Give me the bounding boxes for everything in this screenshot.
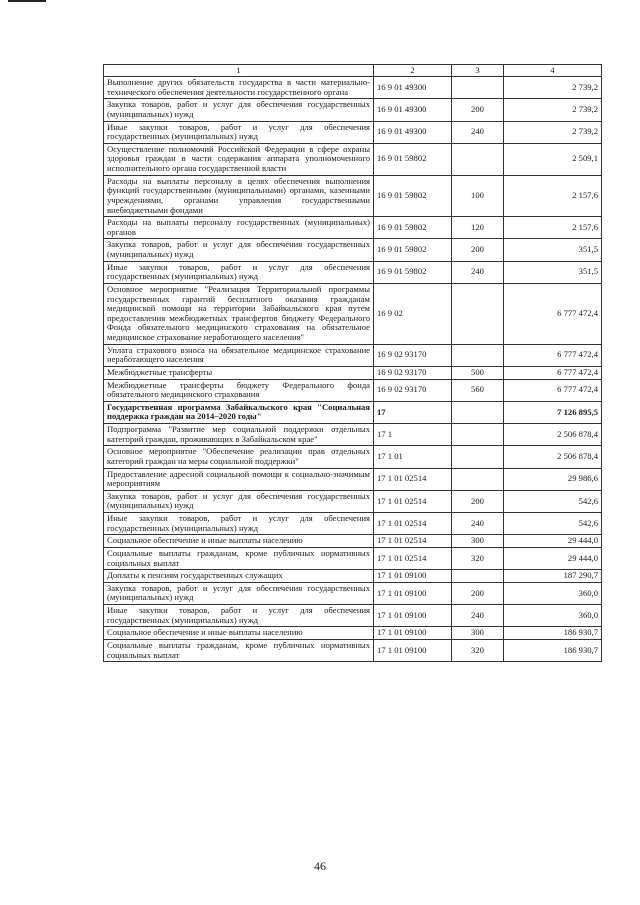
row-name: Основное мероприятие "Обеспечение реализации прав отдельных категорий граждан на меры социальной поддержки" xyxy=(104,446,374,468)
table-header-row xyxy=(104,65,602,77)
row-code: 16 9 01 49300 xyxy=(374,121,452,143)
row-expense-type: 300 xyxy=(452,627,504,640)
row-name: Социальные выплаты гражданам, кроме публичных нормативных социальных выплат xyxy=(104,639,374,661)
row-name: Предоставление адресной социальной помощи к социально-значимым мероприятиям xyxy=(104,468,374,490)
row-expense-type: 200 xyxy=(452,582,504,604)
table-row xyxy=(104,175,602,217)
table-row xyxy=(104,77,602,99)
table-row xyxy=(104,535,602,548)
row-expense-type xyxy=(452,77,504,99)
header-col-1: 1 xyxy=(104,65,374,77)
row-name: Социальные выплаты гражданам, кроме публичных нормативных социальных выплат xyxy=(104,547,374,569)
row-amount: 542,6 xyxy=(504,490,602,512)
row-name: Государственная программа Забайкальского края "Социальная поддержка граждан на 2014–2020 годы" xyxy=(104,401,374,423)
row-expense-type: 240 xyxy=(452,513,504,535)
row-code: 16 9 01 59802 xyxy=(374,239,452,261)
table-row xyxy=(104,605,602,627)
row-code: 17 1 01 02514 xyxy=(374,535,452,548)
row-expense-type: 100 xyxy=(452,175,504,217)
table-row xyxy=(104,379,602,401)
row-code: 16 9 01 49300 xyxy=(374,99,452,121)
row-code: 16 9 02 xyxy=(374,283,452,344)
top-rule xyxy=(8,0,46,2)
row-name: Основное мероприятие "Реализация Территориальной программы государственных гарантий бесплатного оказания гражданам медицинской помощи на территории Забайкальского края путем предоставления межбюджетных трансфертов бюджету Федерального Фонда обязательного медицинского страхования на обязательное медицинское страхование неработающего населения" xyxy=(104,283,374,344)
row-code: 17 1 01 09100 xyxy=(374,605,452,627)
row-name: Закупка товаров, работ и услуг для обеспечения государственных (муниципальных) нужд xyxy=(104,490,374,512)
row-expense-type xyxy=(452,401,504,423)
row-expense-type xyxy=(452,143,504,175)
table-row xyxy=(104,490,602,512)
row-code: 17 xyxy=(374,401,452,423)
row-expense-type xyxy=(452,344,504,366)
row-expense-type: 240 xyxy=(452,121,504,143)
row-code: 16 9 02 93170 xyxy=(374,366,452,379)
row-name: Выполнение других обязательств государства в части материально-технического обеспечения деятельности государственного органа xyxy=(104,77,374,99)
row-expense-type xyxy=(452,570,504,583)
row-code: 16 9 01 49300 xyxy=(374,77,452,99)
row-code: 17 1 01 02514 xyxy=(374,547,452,569)
row-amount: 6 777 472,4 xyxy=(504,344,602,366)
table-row xyxy=(104,627,602,640)
row-code: 17 1 01 09100 xyxy=(374,582,452,604)
row-name: Межбюджетные трансферты бюджету Федерального фонда обязательного медицинского страхования xyxy=(104,379,374,401)
row-name: Закупка товаров, работ и услуг для обеспечения государственных (муниципальных) нужд xyxy=(104,582,374,604)
header-col-3: 3 xyxy=(452,65,504,77)
row-amount: 2 157,6 xyxy=(504,175,602,217)
row-name: Уплата страхового взноса на обязательное медицинское страхование неработающего населения xyxy=(104,344,374,366)
row-amount: 6 777 472,4 xyxy=(504,379,602,401)
table-row xyxy=(104,217,602,239)
row-name: Иные закупки товаров, работ и услуг для обеспечения государственных (муниципальных) нужд xyxy=(104,605,374,627)
row-code: 17 1 xyxy=(374,424,452,446)
table-row xyxy=(104,582,602,604)
row-amount: 187 290,7 xyxy=(504,570,602,583)
table-row xyxy=(104,121,602,143)
row-amount: 186 930,7 xyxy=(504,639,602,661)
row-amount: 351,5 xyxy=(504,261,602,283)
row-name: Иные закупки товаров, работ и услуг для обеспечения государственных (муниципальных) нужд xyxy=(104,121,374,143)
table-row xyxy=(104,639,602,661)
row-expense-type: 300 xyxy=(452,535,504,548)
table-row xyxy=(104,283,602,344)
row-name: Социальное обеспечение и иные выплаты населению xyxy=(104,627,374,640)
row-expense-type: 320 xyxy=(452,639,504,661)
row-code: 17 1 01 02514 xyxy=(374,468,452,490)
header-col-2: 2 xyxy=(374,65,452,77)
budget-table xyxy=(103,64,602,662)
row-name: Иные закупки товаров, работ и услуг для обеспечения государственных (муниципальных) нужд xyxy=(104,513,374,535)
row-code: 16 9 01 59802 xyxy=(374,175,452,217)
row-code: 16 9 01 59802 xyxy=(374,261,452,283)
row-name: Закупка товаров, работ и услуг для обеспечения государственных (муниципальных) нужд xyxy=(104,99,374,121)
row-amount: 351,5 xyxy=(504,239,602,261)
row-code: 17 1 01 09100 xyxy=(374,639,452,661)
table-row xyxy=(104,547,602,569)
table-row xyxy=(104,143,602,175)
row-amount: 7 126 895,5 xyxy=(504,401,602,423)
row-amount: 6 777 472,4 xyxy=(504,283,602,344)
table-row xyxy=(104,513,602,535)
table-body xyxy=(104,77,602,662)
row-expense-type: 240 xyxy=(452,605,504,627)
row-name: Расходы на выплаты персоналу государственных (муниципальных) органов xyxy=(104,217,374,239)
row-code: 16 9 01 59802 xyxy=(374,143,452,175)
table-row xyxy=(104,239,602,261)
row-code: 17 1 01 02514 xyxy=(374,490,452,512)
row-expense-type: 200 xyxy=(452,490,504,512)
row-expense-type: 500 xyxy=(452,366,504,379)
row-expense-type xyxy=(452,446,504,468)
row-expense-type: 120 xyxy=(452,217,504,239)
table-row xyxy=(104,366,602,379)
table-row xyxy=(104,570,602,583)
row-expense-type: 320 xyxy=(452,547,504,569)
table-row xyxy=(104,344,602,366)
row-code: 16 9 01 59802 xyxy=(374,217,452,239)
row-code: 17 1 01 09100 xyxy=(374,627,452,640)
row-expense-type: 200 xyxy=(452,239,504,261)
row-amount: 29 444,0 xyxy=(504,535,602,548)
row-amount: 2 157,6 xyxy=(504,217,602,239)
table-row xyxy=(104,401,602,423)
row-name: Иные закупки товаров, работ и услуг для обеспечения государственных (муниципальных) нужд xyxy=(104,261,374,283)
row-amount: 2 509,1 xyxy=(504,143,602,175)
row-expense-type xyxy=(452,283,504,344)
row-amount: 29 986,6 xyxy=(504,468,602,490)
row-amount: 29 444,0 xyxy=(504,547,602,569)
row-name: Закупка товаров, работ и услуг для обеспечения государственных (муниципальных) нужд xyxy=(104,239,374,261)
row-code: 17 1 01 09100 xyxy=(374,570,452,583)
row-name: Расходы на выплаты персоналу в целях обеспечения выполнения функций государственными (муниципальными) органами, казенными учреждениями, органами управления государственными внебюджетными фондами xyxy=(104,175,374,217)
row-name: Подпрограмма "Развитие мер социальной поддержки отдельных категорий граждан, проживающих в Забайкальском крае" xyxy=(104,424,374,446)
row-amount: 6 777 472,4 xyxy=(504,366,602,379)
row-amount: 542,6 xyxy=(504,513,602,535)
row-amount: 2 506 878,4 xyxy=(504,424,602,446)
row-code: 17 1 01 02514 xyxy=(374,513,452,535)
row-amount: 186 930,7 xyxy=(504,627,602,640)
row-code: 16 9 02 93170 xyxy=(374,344,452,366)
row-name: Межбюджетные трансферты xyxy=(104,366,374,379)
row-amount: 2 739,2 xyxy=(504,77,602,99)
table-row xyxy=(104,424,602,446)
row-expense-type xyxy=(452,468,504,490)
row-amount: 360,0 xyxy=(504,582,602,604)
row-amount: 360,0 xyxy=(504,605,602,627)
row-expense-type: 200 xyxy=(452,99,504,121)
header-col-4: 4 xyxy=(504,65,602,77)
row-name: Социальное обеспечение и иные выплаты населению xyxy=(104,535,374,548)
row-code: 17 1 01 xyxy=(374,446,452,468)
row-code: 16 9 02 93170 xyxy=(374,379,452,401)
table-row xyxy=(104,99,602,121)
row-expense-type: 240 xyxy=(452,261,504,283)
row-amount: 2 739,2 xyxy=(504,121,602,143)
row-name: Осуществление полномочий Российской Федерации в сфере охраны здоровья граждан в части содержания аппарата уполномоченного исполнительного органа государственной власти xyxy=(104,143,374,175)
row-amount: 2 506 878,4 xyxy=(504,446,602,468)
row-amount: 2 739,2 xyxy=(504,99,602,121)
row-name: Доплаты к пенсиям государственных служащих xyxy=(104,570,374,583)
row-expense-type: 560 xyxy=(452,379,504,401)
row-expense-type xyxy=(452,424,504,446)
page-number: 46 xyxy=(314,859,326,873)
table-row xyxy=(104,468,602,490)
table-row xyxy=(104,261,602,283)
table-row xyxy=(104,446,602,468)
